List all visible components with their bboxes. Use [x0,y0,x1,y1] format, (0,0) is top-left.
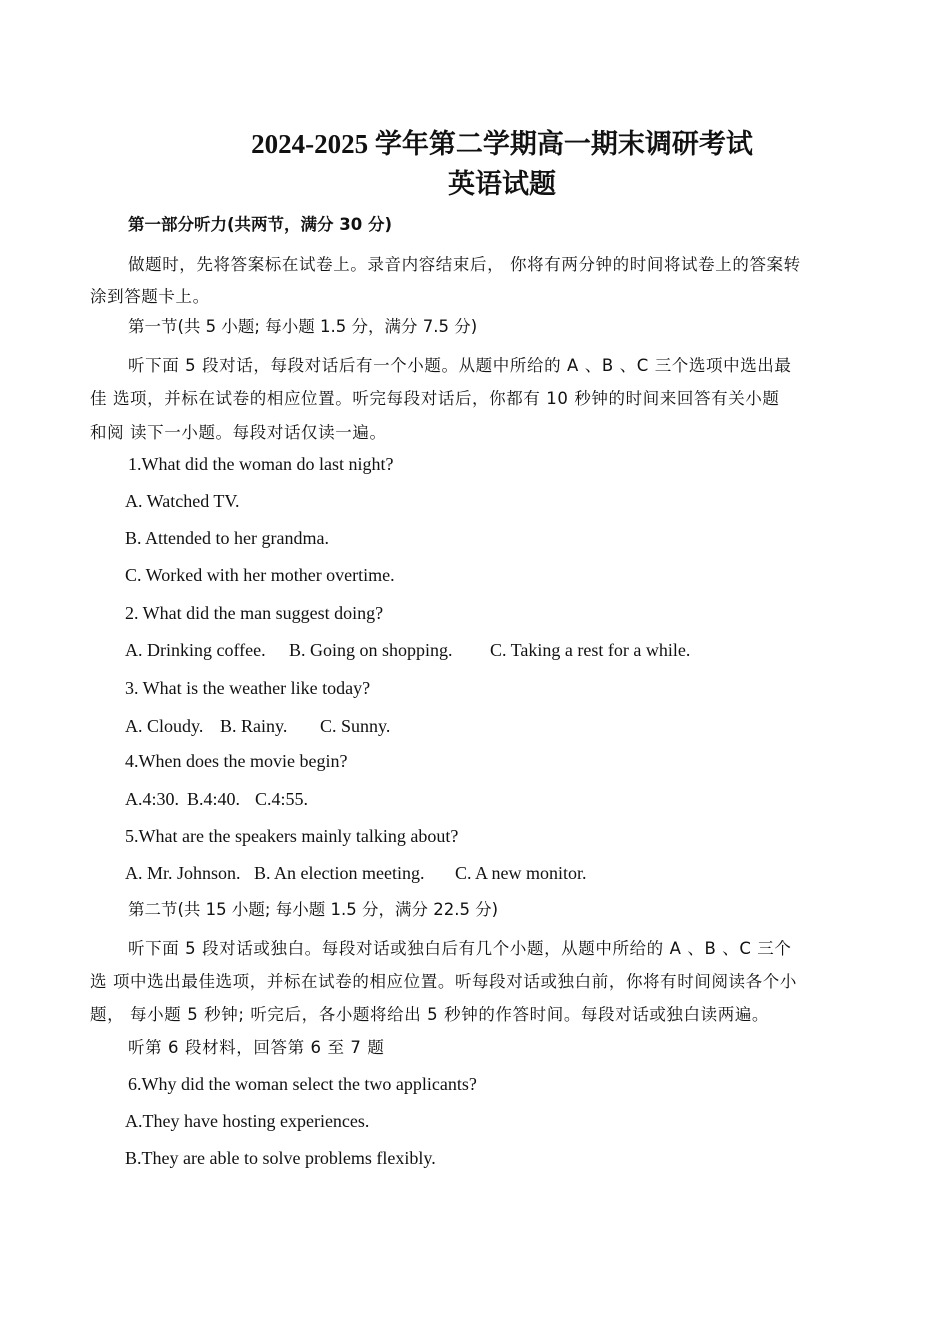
section2-heading: 第二节(共 15 小题; 每小题 1.5 分，满分 22.5 分) [128,900,499,919]
question-4-stem: 4.When does the movie begin? [125,751,348,771]
question-4-option-a: A.4:30. [125,789,179,809]
question-5-option-c: C. A new monitor. [455,863,587,883]
part1-instructions-line2: 涂到答题卡上。 [90,287,210,306]
question-6-option-a: A.They have hosting experiences. [125,1111,370,1131]
question-4-option-c: C.4:55. [255,789,309,809]
exam-subtitle: 英语试题 [448,169,556,199]
question-3-option-c: C. Sunny. [320,716,391,736]
question-6-stem: 6.Why did the woman select the two applicants? [128,1074,477,1094]
section1-heading: 第一节(共 5 小题; 每小题 1.5 分，满分 7.5 分) [128,317,478,336]
part1-heading: 第一部分听力(共两节，满分 30 分) [128,215,393,234]
question-1-option-c: C. Worked with her mother overtime. [125,565,395,585]
question-1-option-b: B. Attended to her grandma. [125,528,329,548]
section1-directions-line2: 佳 选项，并标在试卷的相应位置。听完每段对话后，你都有 10 秒钟的时间来回答有关小题 [90,389,780,408]
section2-directions-line1: 听下面 5 段对话或独白。每段对话或独白后有几个小题，从题中所给的 A 、B 、C 三个 [128,939,792,958]
section1-directions-line1: 听下面 5 段对话，每段对话后有一个小题。从题中所给的 A 、B 、C 三个选项中选出最 [128,356,792,375]
question-3-stem: 3. What is the weather like today? [125,678,371,698]
section2-directions-line3: 题， 每小题 5 秒钟; 听完后，各小题将给出 5 秒钟的作答时间。每段对话或独白读两遍。 [90,1005,770,1024]
question-4-option-b: B.4:40. [187,789,241,809]
question-1-stem: 1.What did the woman do last night? [128,454,394,474]
question-5-option-a: A. Mr. Johnson. [125,863,241,883]
question-2-option-a: A. Drinking coffee. [125,640,266,660]
section2-directions-line2: 选 项中选出最佳选项，并标在试卷的相应位置。听每段对话或独白前，你将有时间阅读各个小 [90,972,797,991]
question-1-option-a: A. Watched TV. [125,491,240,511]
material-6-note: 听第 6 段材料，回答第 6 至 7 题 [128,1038,385,1057]
question-3-option-b: B. Rainy. [220,716,288,736]
question-3-option-a: A. Cloudy. [125,716,204,736]
question-5-option-b: B. An election meeting. [254,863,425,883]
question-5-stem: 5.What are the speakers mainly talking about? [125,826,459,846]
question-6-option-b: B.They are able to solve problems flexibly. [125,1148,436,1168]
part1-instructions-line1: 做题时，先将答案标在试卷上。录音内容结束后， 你将有两分钟的时间将试卷上的答案转 [128,255,801,274]
question-2-option-c: C. Taking a rest for a while. [490,640,691,660]
question-2-stem: 2. What did the man suggest doing? [125,603,384,623]
exam-title: 2024-2025 学年第二学期高一期末调研考试 [251,129,753,159]
section1-directions-line3: 和阅 读下一小题。每段对话仅读一遍。 [90,423,387,442]
question-2-option-b: B. Going on shopping. [289,640,453,660]
